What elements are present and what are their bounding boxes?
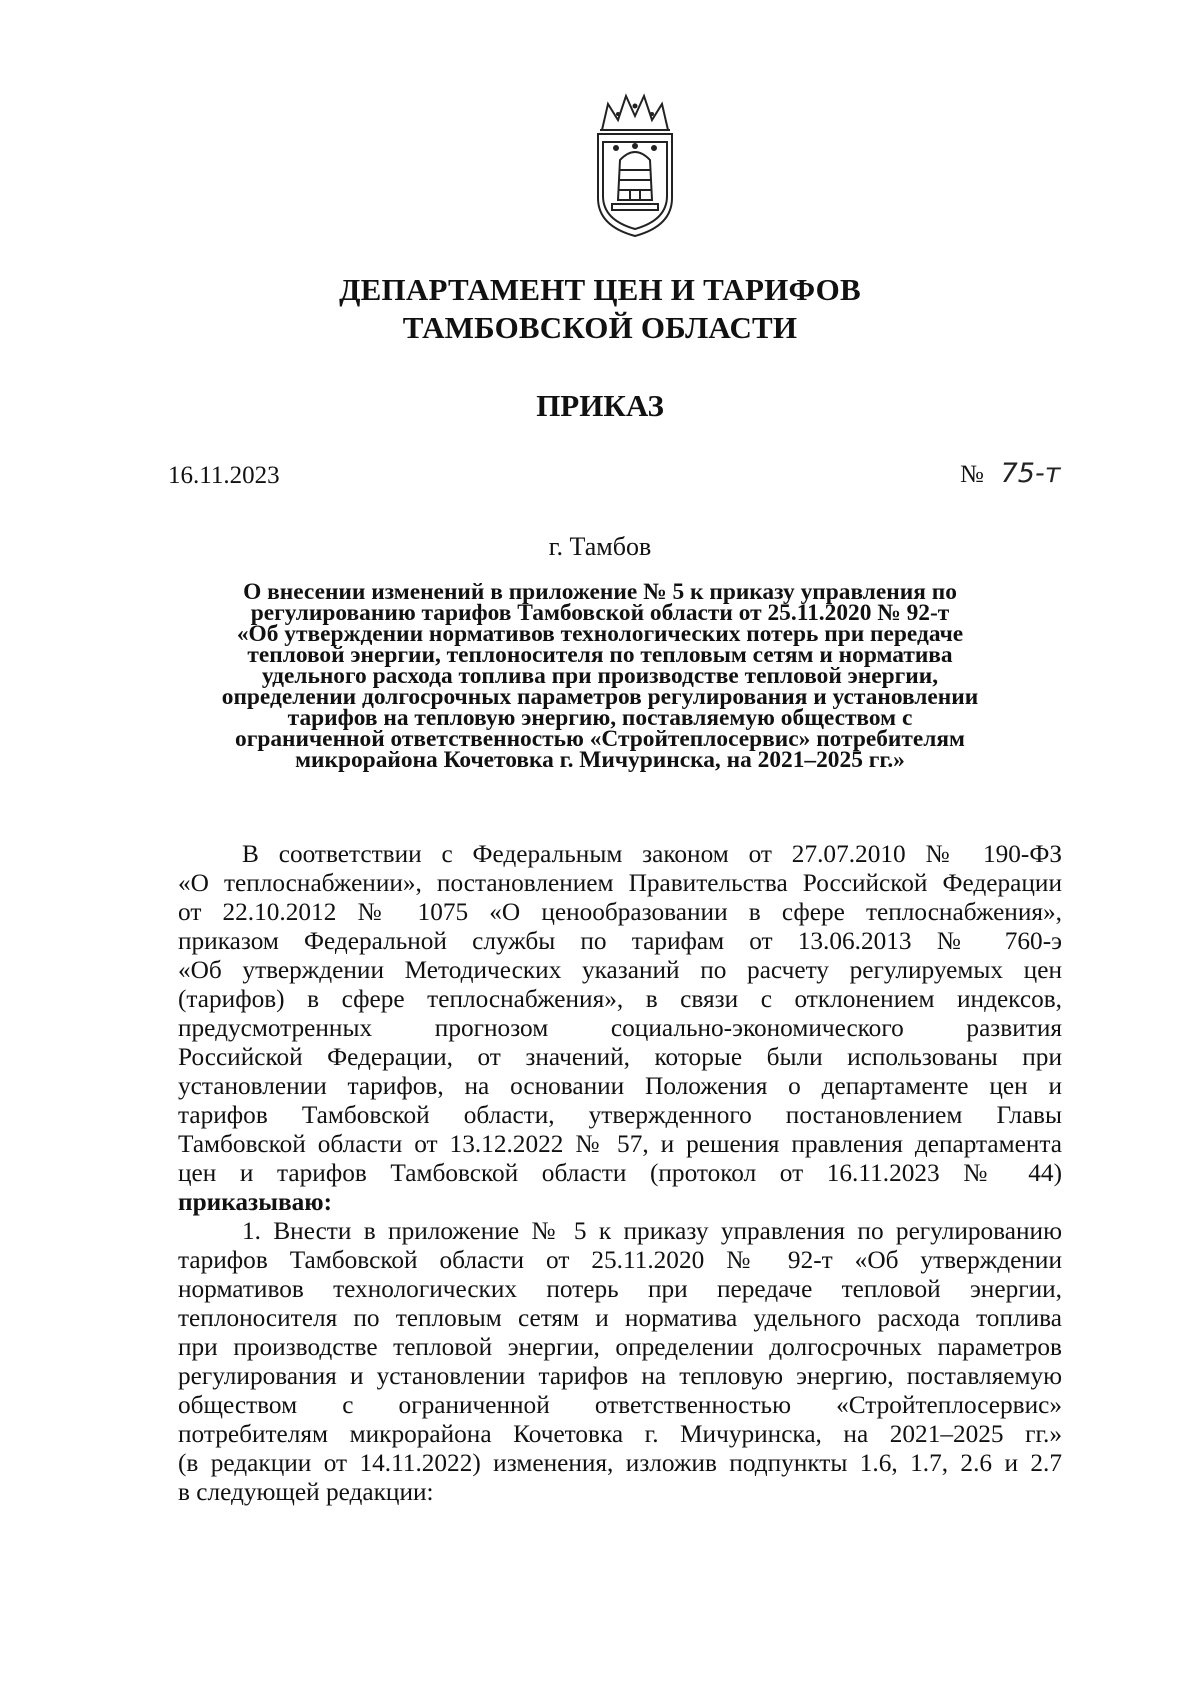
document-subject: [160, 579, 1040, 773]
document-body: [178, 840, 1062, 1507]
subject-line: регулированию тарифов Тамбовской области от 25.11.2020 № 92-т: [250, 600, 950, 626]
body-line: «О теплоснабжении», постановлением Правительства Российской Федерации: [178, 869, 1062, 897]
document-city: г. Тамбов: [548, 532, 652, 561]
body-line: установлении тарифов, на основании Положения о департаменте цен и: [178, 1072, 1062, 1100]
number-label: №: [960, 461, 984, 488]
item-1-paragraph: [178, 1217, 1062, 1507]
body-line: в следующей редакции:: [178, 1478, 434, 1506]
body-line: при производстве тепловой энергии, определении долгосрочных параметров: [178, 1333, 1062, 1361]
body-line: тарифов Тамбовской области, утвержденного постановлением Главы: [178, 1101, 1062, 1129]
document-number: [960, 458, 1060, 489]
body-line: обществом с ограниченной ответственностью «Стройтеплосервис»: [178, 1391, 1062, 1419]
number-value: 75-т: [1000, 458, 1061, 489]
preamble-paragraph: [178, 840, 1062, 1217]
body-line: нормативов технологических потерь при передаче тепловой энергии,: [178, 1275, 1062, 1303]
organization-name-line2: ТАМБОВСКОЙ ОБЛАСТИ: [402, 310, 798, 345]
subject-line: удельного расхода топлива при производстве тепловой энергии,: [261, 663, 939, 689]
body-line: предусмотренных прогнозом социально-экономического развития: [178, 1014, 1062, 1042]
body-line: В соответствии с Федеральным законом от 27.07.2010 № 190-ФЗ: [242, 840, 1062, 868]
organization-name-line1: ДЕПАРТАМЕНТ ЦЕН И ТАРИФОВ: [339, 272, 861, 307]
body-line: Тамбовской области от 13.12.2022 № 57, и решения правления департамента: [178, 1130, 1062, 1158]
subject-line: О внесении изменений в приложение № 5 к приказу управления по: [243, 579, 957, 605]
subject-line: тепловой энергии, теплоносителя по тепловым сетям и норматива: [247, 642, 953, 668]
body-line: приказом Федеральной службы по тарифам от 13.06.2013 № 760-э: [178, 927, 1062, 955]
subject-line: «Об утверждении нормативов технологических потерь при передаче: [236, 621, 964, 647]
document-date: 16.11.2023: [168, 462, 280, 489]
subject-line: тарифов на тепловую энергию, поставляемую обществом с: [287, 705, 913, 731]
body-line: тарифов Тамбовской области от 25.11.2020 № 92-т «Об утверждении: [178, 1246, 1062, 1274]
order-word: приказываю:: [178, 1188, 333, 1216]
body-line: Российской Федерации, от значений, которые были использованы при: [178, 1043, 1062, 1071]
coat-of-arms-icon: [592, 90, 678, 240]
subject-line: определении долгосрочных параметров регулирования и установлении: [221, 684, 979, 710]
body-line: (тарифов) в сфере теплоснабжения», в связи с отклонением индексов,: [178, 985, 1062, 1013]
body-line: «Об утверждении Методических указаний по расчету регулируемых цен: [178, 956, 1062, 984]
body-line: цен и тарифов Тамбовской области (протокол от 16.11.2023 № 44): [178, 1159, 1062, 1187]
subject-line: ограниченной ответственностью «Стройтеплосервис» потребителям: [235, 726, 965, 752]
subject-line: микрорайона Кочетовка г. Мичуринска, на 2021–2025 гг.»: [295, 747, 905, 773]
body-line: от 22.10.2012 № 1075 «О ценообразовании в сфере теплоснабжения»,: [178, 898, 1062, 926]
body-line: регулирования и установлении тарифов на тепловую энергию, поставляемую: [178, 1362, 1062, 1390]
body-line: (в редакции от 14.11.2022) изменения, изложив подпункты 1.6, 1.7, 2.6 и 2.7: [178, 1449, 1062, 1477]
body-line: теплоносителя по тепловым сетям и норматива удельного расхода топлива: [178, 1304, 1062, 1332]
body-line: потребителям микрорайона Кочетовка г. Мичуринска, на 2021–2025 гг.»: [178, 1420, 1062, 1448]
document-type: ПРИКАЗ: [536, 388, 664, 423]
body-line: 1. Внести в приложение № 5 к приказу управления по регулированию: [242, 1217, 1062, 1245]
